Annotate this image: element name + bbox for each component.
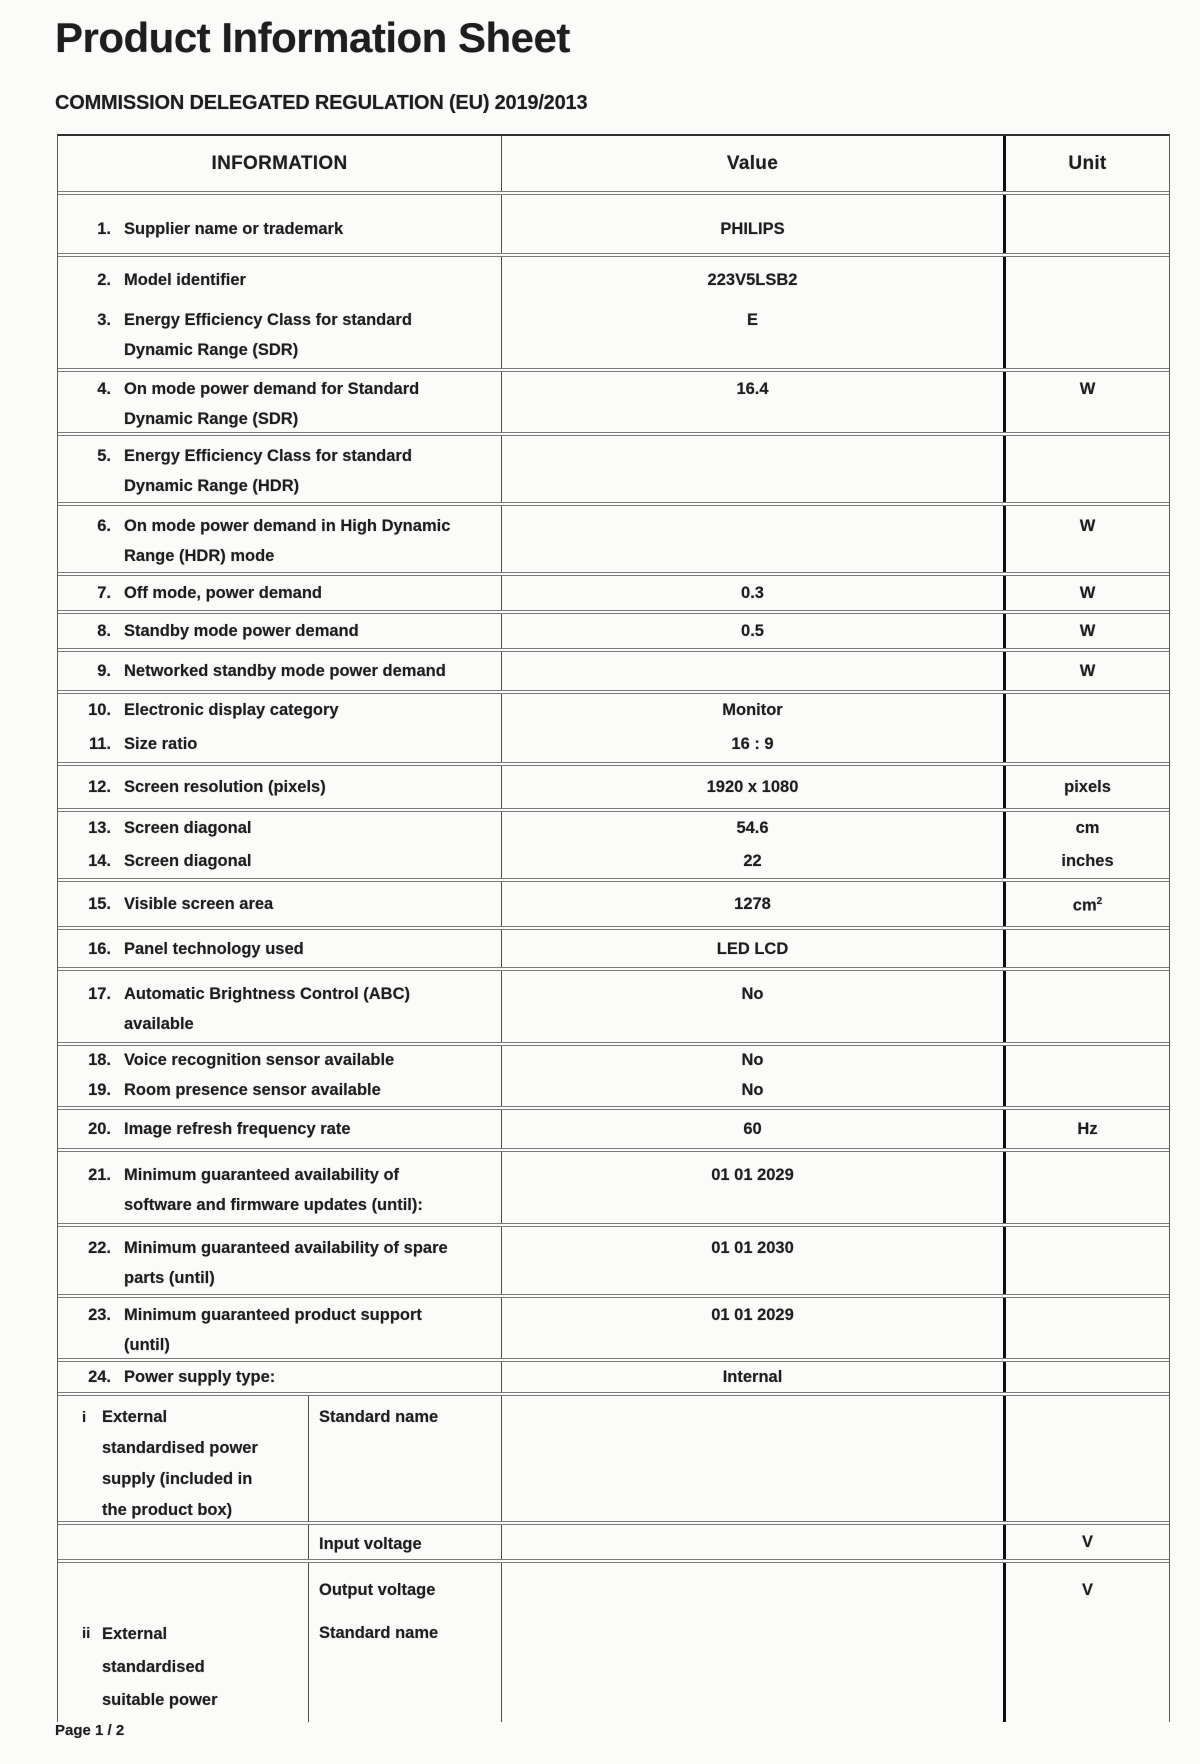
- page-footer: Page 1 / 2: [55, 1722, 125, 1739]
- sub-row-label: suitable power: [102, 1691, 218, 1709]
- row-value: 01 01 2029: [711, 1165, 794, 1184]
- row-value: No: [741, 1051, 764, 1069]
- sub-row-field: Standard name: [319, 1408, 439, 1426]
- row-unit: [1006, 1114, 1169, 1144]
- value-cell: [502, 506, 1003, 572]
- sub-row-unit-cell: [1003, 1396, 1169, 1521]
- row-label: Dynamic Range (SDR): [124, 341, 299, 359]
- sub-row-value-cell: [502, 1396, 1003, 1521]
- table-row: [58, 432, 1169, 502]
- row-label: Dynamic Range (SDR): [124, 410, 299, 428]
- row-value: Monitor: [722, 701, 783, 719]
- row-value: 16.4: [736, 380, 769, 398]
- row-number: 20.: [88, 1120, 111, 1138]
- table-row: [58, 1106, 1169, 1148]
- info-cell: [58, 506, 502, 572]
- row-label: Dynamic Range (HDR): [124, 477, 300, 495]
- unit-cell: [1003, 1298, 1169, 1358]
- row-label: Networked standby mode power demand: [124, 662, 446, 680]
- unit-cell: [1003, 843, 1169, 878]
- row-unit-text: W: [1079, 662, 1096, 680]
- row-label: Minimum guaranteed availability of spare: [124, 1238, 448, 1257]
- unit-cell: [1003, 652, 1169, 690]
- row-label: Energy Efficiency Class for standard: [124, 311, 412, 329]
- unit-cell: [1003, 506, 1169, 572]
- unit-cell: [1003, 1362, 1169, 1392]
- row-unit: [1006, 374, 1169, 404]
- info-cell: [58, 652, 502, 690]
- row-unit: [1006, 656, 1169, 686]
- table-row: [58, 610, 1169, 648]
- row-number: 11.: [88, 735, 111, 753]
- row-number: 24.: [88, 1368, 111, 1386]
- info-cell: [58, 882, 502, 926]
- row-unit-text: cm: [1072, 896, 1097, 915]
- row-label: Model identifier: [124, 270, 246, 289]
- row-value: 0.5: [741, 622, 764, 640]
- row-unit: [1006, 813, 1169, 843]
- row-number: 13.: [88, 818, 111, 837]
- info-cell: [58, 302, 502, 368]
- row-value: PHILIPS: [720, 220, 785, 238]
- unit-cell: [1003, 302, 1169, 368]
- value-cell: [502, 694, 1003, 726]
- table-row: [58, 1042, 1169, 1074]
- row-label: Range (HDR) mode: [124, 547, 275, 565]
- sub-row-label: External: [102, 1408, 168, 1426]
- value-cell: [502, 1227, 1003, 1294]
- unit-cell: [1003, 766, 1169, 808]
- info-cell: [58, 930, 502, 967]
- table-row: [58, 726, 1169, 762]
- info-cell: [58, 614, 502, 648]
- row-label: software and firmware updates (until):: [124, 1195, 423, 1214]
- sub-row-field: Output voltage: [319, 1581, 436, 1599]
- sub-row-field: Input voltage: [319, 1535, 422, 1553]
- table-row: [58, 502, 1169, 572]
- header-information: INFORMATION: [58, 136, 502, 191]
- info-cell: [58, 766, 502, 808]
- unit-cell: [1003, 257, 1169, 302]
- unit-cell: [1003, 372, 1169, 432]
- sub-row-value-cell: [502, 1525, 1003, 1559]
- row-value: 60: [743, 1120, 762, 1138]
- sub-row-unit: V: [1081, 1533, 1093, 1551]
- row-label: available: [124, 1014, 194, 1033]
- row-label: Room presence sensor available: [124, 1081, 381, 1099]
- row-unit-text: cm: [1075, 818, 1100, 837]
- sub-row: [58, 1559, 1169, 1722]
- row-number: 22.: [88, 1238, 111, 1257]
- sub-row-label-cell: [58, 1563, 309, 1722]
- row-number: 23.: [88, 1306, 111, 1324]
- row-label: (until): [124, 1336, 170, 1354]
- row-unit: [1006, 511, 1169, 541]
- value-cell: [502, 971, 1003, 1042]
- row-unit: [1006, 578, 1169, 608]
- unit-cell: [1003, 882, 1169, 926]
- row-unit-text: Hz: [1077, 1120, 1098, 1138]
- table-header-row: [58, 136, 1169, 191]
- sub-row-unit: V: [1081, 1581, 1093, 1599]
- row-number: 5.: [97, 447, 111, 465]
- info-cell: [58, 257, 502, 302]
- info-cell: [58, 1152, 502, 1223]
- sub-row-label-cell: [58, 1525, 309, 1559]
- value-cell: [502, 436, 1003, 502]
- row-number: 15.: [88, 895, 111, 913]
- info-cell: [58, 576, 502, 610]
- unit-cell: [1003, 1227, 1169, 1294]
- table-row: [58, 1358, 1169, 1392]
- row-label: On mode power demand in High Dynamic: [124, 517, 451, 535]
- row-number: 10.: [88, 701, 111, 719]
- value-cell: [502, 812, 1003, 843]
- table-row: [58, 1294, 1169, 1358]
- unit-cell: [1003, 1152, 1169, 1223]
- row-label: Image refresh frequency rate: [124, 1120, 351, 1138]
- row-label: Screen diagonal: [124, 851, 252, 870]
- value-cell: [502, 882, 1003, 926]
- header-unit: Unit: [1003, 136, 1169, 191]
- info-cell: [58, 372, 502, 432]
- table-row: [58, 368, 1169, 432]
- table-row: [58, 302, 1169, 368]
- table-row: [58, 572, 1169, 610]
- row-label: Visible screen area: [124, 895, 274, 913]
- sub-row-field: Standard name: [319, 1624, 439, 1642]
- row-value: No: [741, 1081, 764, 1099]
- row-label: Screen diagonal: [124, 818, 252, 837]
- value-cell: [502, 1298, 1003, 1358]
- product-info-table: [57, 134, 1170, 1722]
- row-label: Electronic display category: [124, 701, 339, 719]
- table-row: [58, 253, 1169, 302]
- row-label: On mode power demand for Standard: [124, 380, 420, 398]
- unit-cell: [1003, 436, 1169, 502]
- row-label: Supplier name or trademark: [124, 220, 344, 238]
- row-label: Standby mode power demand: [124, 622, 359, 640]
- row-unit-text: inches: [1061, 851, 1114, 870]
- row-unit-text: W: [1079, 517, 1096, 535]
- value-cell: [502, 1074, 1003, 1106]
- row-number: 19.: [88, 1081, 111, 1099]
- row-value: 1920 x 1080: [706, 778, 799, 796]
- row-number: 21.: [88, 1165, 111, 1184]
- header-value: Value: [726, 152, 779, 174]
- table-row: [58, 1148, 1169, 1223]
- row-number: 17.: [88, 984, 111, 1003]
- unit-cell: [1003, 726, 1169, 762]
- row-label: Minimum guaranteed availability of: [124, 1165, 400, 1184]
- row-value: 01 01 2029: [711, 1306, 794, 1324]
- row-unit-text: W: [1079, 584, 1096, 602]
- row-value: 54.6: [736, 818, 769, 837]
- row-label: parts (until): [124, 1268, 215, 1287]
- row-value: 223V5LSB2: [707, 270, 798, 289]
- sub-row-field-cell: [309, 1396, 502, 1521]
- row-unit-text: W: [1079, 380, 1096, 398]
- row-unit-exponent: 2: [1096, 896, 1103, 908]
- unit-cell: [1003, 1110, 1169, 1148]
- info-cell: [58, 971, 502, 1042]
- table-row: [58, 808, 1169, 843]
- row-value: 1278: [734, 895, 771, 913]
- info-cell: [58, 1046, 502, 1074]
- row-number: 4.: [97, 380, 111, 398]
- row-label: Off mode, power demand: [124, 584, 323, 602]
- sub-row: [58, 1392, 1169, 1521]
- value-cell: [502, 302, 1003, 368]
- unit-cell: [1003, 576, 1169, 610]
- row-label: Voice recognition sensor available: [124, 1051, 395, 1069]
- value-cell: [502, 576, 1003, 610]
- row-label: Minimum guaranteed product support: [124, 1306, 422, 1324]
- row-value: 01 01 2030: [711, 1238, 794, 1257]
- sub-row: [58, 1521, 1169, 1559]
- row-number: 6.: [97, 517, 111, 535]
- sub-row-label: standardised power: [102, 1439, 258, 1457]
- value-cell: [502, 652, 1003, 690]
- table-body: [58, 191, 1169, 1722]
- sub-row-label: the product box): [102, 1501, 233, 1519]
- row-value: E: [746, 311, 758, 329]
- table-row: [58, 762, 1169, 808]
- row-number: 9.: [97, 662, 111, 680]
- value-cell: [502, 1046, 1003, 1074]
- sub-row-marker: ii: [82, 1625, 91, 1642]
- sub-row-field-cell: [309, 1563, 502, 1722]
- sub-row-unit-cell: [1003, 1525, 1169, 1559]
- row-number: 12.: [88, 778, 111, 796]
- sub-row-value-cell: [502, 1563, 1003, 1722]
- sub-row-label-cell: [58, 1396, 309, 1521]
- table-row: [58, 648, 1169, 690]
- table-row: [58, 843, 1169, 878]
- row-value: No: [741, 984, 764, 1003]
- info-cell: [58, 1298, 502, 1358]
- value-cell: [502, 1110, 1003, 1148]
- row-value: Internal: [722, 1368, 783, 1386]
- value-cell: [502, 766, 1003, 808]
- row-unit-text: pixels: [1064, 778, 1111, 796]
- row-label: Energy Efficiency Class for standard: [124, 447, 412, 465]
- unit-cell: [1003, 195, 1169, 253]
- info-cell: [58, 1074, 502, 1106]
- unit-cell: [1003, 1046, 1169, 1074]
- row-unit-text: W: [1079, 622, 1096, 640]
- sub-row-field-cell: [309, 1525, 502, 1559]
- unit-cell: [1003, 812, 1169, 843]
- info-cell: [58, 1110, 502, 1148]
- row-number: 14.: [88, 851, 111, 870]
- value-cell: [502, 372, 1003, 432]
- table-row: [58, 878, 1169, 926]
- row-label: Size ratio: [124, 735, 198, 753]
- unit-cell: [1003, 971, 1169, 1042]
- row-number: 18.: [88, 1051, 111, 1069]
- info-cell: [58, 1362, 502, 1392]
- table-row: [58, 690, 1169, 726]
- row-number: 3.: [97, 311, 111, 329]
- unit-cell: [1003, 614, 1169, 648]
- regulation-subtitle: COMMISSION DELEGATED REGULATION (EU) 2019/2013: [55, 92, 588, 114]
- info-cell: [58, 812, 502, 843]
- value-cell: [502, 195, 1003, 253]
- info-cell: [58, 1227, 502, 1294]
- sub-row-label: External: [102, 1625, 168, 1643]
- value-cell: [502, 1362, 1003, 1392]
- row-label: Automatic Brightness Control (ABC): [124, 984, 410, 1003]
- info-cell: [58, 843, 502, 878]
- table-row: [58, 191, 1169, 253]
- table-row: [58, 1223, 1169, 1294]
- info-cell: [58, 195, 502, 253]
- row-number: 7.: [97, 584, 111, 602]
- value-cell: [502, 930, 1003, 967]
- row-value: 0.3: [741, 584, 764, 602]
- row-value: LED LCD: [716, 939, 789, 958]
- row-unit: [1006, 772, 1169, 802]
- row-unit: [1006, 616, 1169, 646]
- row-label: Panel technology used: [124, 939, 304, 958]
- value-cell: [502, 843, 1003, 878]
- unit-cell: [1003, 694, 1169, 726]
- value-cell: [502, 726, 1003, 762]
- sub-row-unit-cell: [1003, 1563, 1169, 1722]
- row-number: 1.: [97, 220, 111, 238]
- page-title: Product Information Sheet: [55, 14, 570, 61]
- info-cell: [58, 436, 502, 502]
- row-number: 8.: [97, 622, 111, 640]
- row-value: 16 : 9: [731, 735, 774, 753]
- value-cell: [502, 614, 1003, 648]
- info-cell: [58, 726, 502, 762]
- row-unit: [1006, 887, 1169, 921]
- unit-cell: [1003, 1074, 1169, 1106]
- sub-row-label: supply (included in: [102, 1470, 253, 1488]
- table-row: [58, 1074, 1169, 1106]
- row-number: 16.: [88, 939, 111, 958]
- sub-row-label: standardised: [102, 1658, 205, 1676]
- table-row: [58, 926, 1169, 967]
- row-number: 2.: [97, 270, 111, 289]
- table-row: [58, 967, 1169, 1042]
- value-cell: [502, 257, 1003, 302]
- value-cell: [502, 1152, 1003, 1223]
- row-label: Power supply type:: [124, 1368, 276, 1386]
- unit-cell: [1003, 930, 1169, 967]
- row-label: Screen resolution (pixels): [124, 778, 326, 796]
- info-cell: [58, 694, 502, 726]
- row-unit: [1006, 846, 1169, 876]
- row-value: 22: [743, 851, 762, 870]
- sub-row-marker: i: [82, 1409, 87, 1426]
